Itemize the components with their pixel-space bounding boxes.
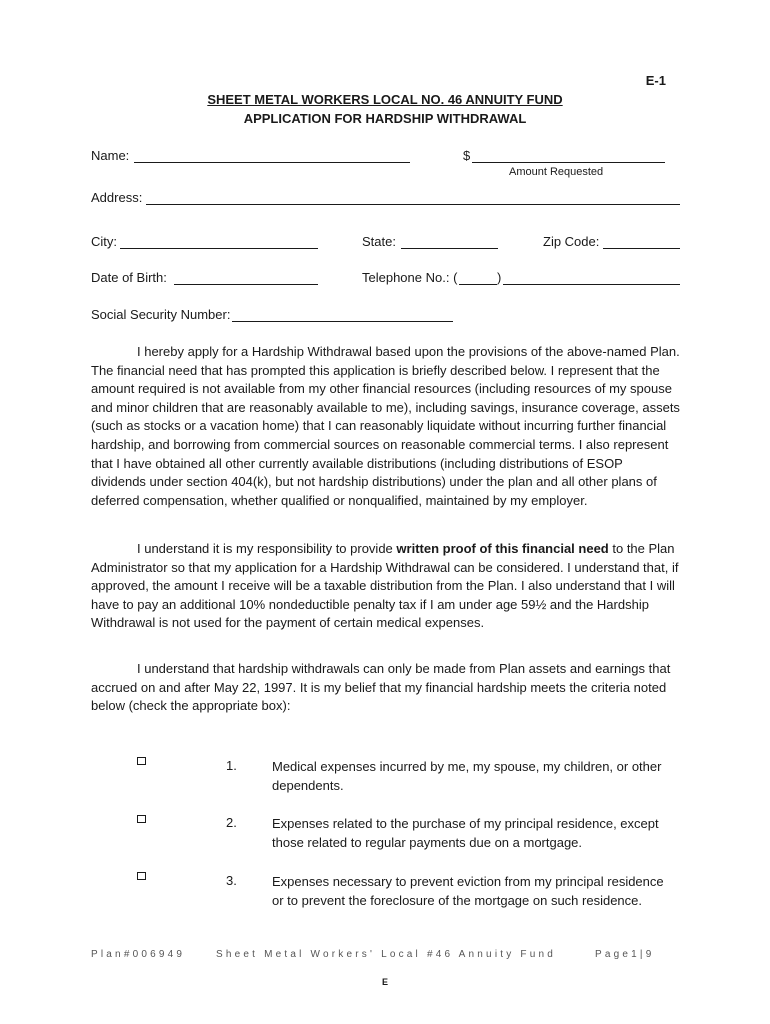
criteria-checkbox-1[interactable] bbox=[137, 757, 146, 765]
form-code: E-1 bbox=[645, 73, 666, 88]
document-subtitle: APPLICATION FOR HARDSHIP WITHDRAWAL bbox=[243, 111, 527, 126]
state-field[interactable] bbox=[401, 248, 498, 249]
criteria-number-1: 1. bbox=[226, 758, 237, 773]
ssn-label: Social Security Number: bbox=[91, 307, 231, 322]
criteria-checkbox-2[interactable] bbox=[137, 815, 146, 823]
criteria-text-2: Expenses related to the purchase of my principal residence, except those related to regular payments due on a mortgage. bbox=[272, 816, 659, 850]
amount-requested-field[interactable] bbox=[472, 162, 665, 163]
paragraph-responsibility bbox=[91, 540, 681, 633]
telephone-label: Telephone No.: ( bbox=[362, 270, 458, 285]
state-label: State: bbox=[362, 234, 396, 249]
address-label: Address: bbox=[91, 190, 143, 205]
footer-fund-name: Sheet Metal Workers' Local #46 Annuity Fund bbox=[216, 949, 556, 960]
telephone-paren-close: ) bbox=[497, 270, 502, 285]
name-field[interactable] bbox=[134, 162, 410, 163]
telephone-number-field[interactable] bbox=[503, 284, 680, 285]
paragraph-responsibility-end: to the Plan Administrator so that my application for a Hardship Withdrawal can be considered. I understand that, if approved, the amount I receive will be a taxable distribution from the Plan. I also understand that I will have to pay an additional 10% nondeductible penalty tax if I am under age 59½ and the Hardship Withdrawal is not used for the payment of certain medical expenses. bbox=[91, 541, 679, 631]
paragraph-criteria-intro: I understand that hardship withdrawals can only be made from Plan assets and earnings that accrued on and after May 22, 1997. It is my belief that my financial hardship meets the criteria noted below (check the appropriate box): bbox=[91, 661, 671, 714]
ssn-field[interactable] bbox=[232, 321, 453, 322]
footer-plan-number: Plan#006949 bbox=[91, 949, 186, 960]
zip-code-label: Zip Code: bbox=[543, 234, 600, 249]
footer-section-letter: E bbox=[381, 977, 388, 987]
criteria-text-3: Expenses necessary to prevent eviction from my principal residence or to prevent the foreclosure of the mortgage on such residence. bbox=[272, 874, 664, 908]
paragraph-responsibility-start: I understand it is my responsibility to provide bbox=[137, 541, 397, 556]
date-of-birth-label: Date of Birth: bbox=[91, 270, 167, 285]
city-field[interactable] bbox=[120, 248, 318, 249]
zip-code-field[interactable] bbox=[603, 248, 680, 249]
criteria-number-2: 2. bbox=[226, 815, 237, 830]
criteria-checkbox-3[interactable] bbox=[137, 872, 146, 880]
dollar-sign: $ bbox=[463, 148, 471, 163]
address-field[interactable] bbox=[146, 204, 680, 205]
criteria-text-1: Medical expenses incurred by me, my spouse, my children, or other dependents. bbox=[272, 759, 662, 793]
date-of-birth-field[interactable] bbox=[174, 284, 318, 285]
paragraph-responsibility-emphasis: written proof of this financial need bbox=[396, 541, 609, 556]
paragraph-representation: I hereby apply for a Hardship Withdrawal based upon the provisions of the above-named Plan. The financial need that has prompted this application is briefly described below. I represent that the amount required is not available from my other financial resources (including resources of my spouse and minor children that are reasonably available to me), including savings, insurance coverage, assets (such as stocks or a vacation home) that I can reasonably liquidate without incurring further financial hardship, and borrowing from commercial sources on reasonable commercial terms. I also represent that I have obtained all other currently available distributions (including distributions of ESOP dividends under section 404(k), but not hardship distributions) under the plan and all other plans of deferred compensation, whether qualified or nonqualified, maintained by my employer. bbox=[91, 344, 680, 508]
name-label: Name: bbox=[91, 148, 130, 163]
footer-page-number: Page1|9 bbox=[595, 949, 655, 960]
criteria-number-3: 3. bbox=[226, 873, 237, 888]
telephone-area-code-field[interactable] bbox=[459, 284, 497, 285]
city-label: City: bbox=[91, 234, 117, 249]
amount-requested-caption: Amount Requested bbox=[509, 166, 604, 178]
document-title: SHEET METAL WORKERS LOCAL NO. 46 ANNUITY FUND bbox=[207, 92, 563, 107]
